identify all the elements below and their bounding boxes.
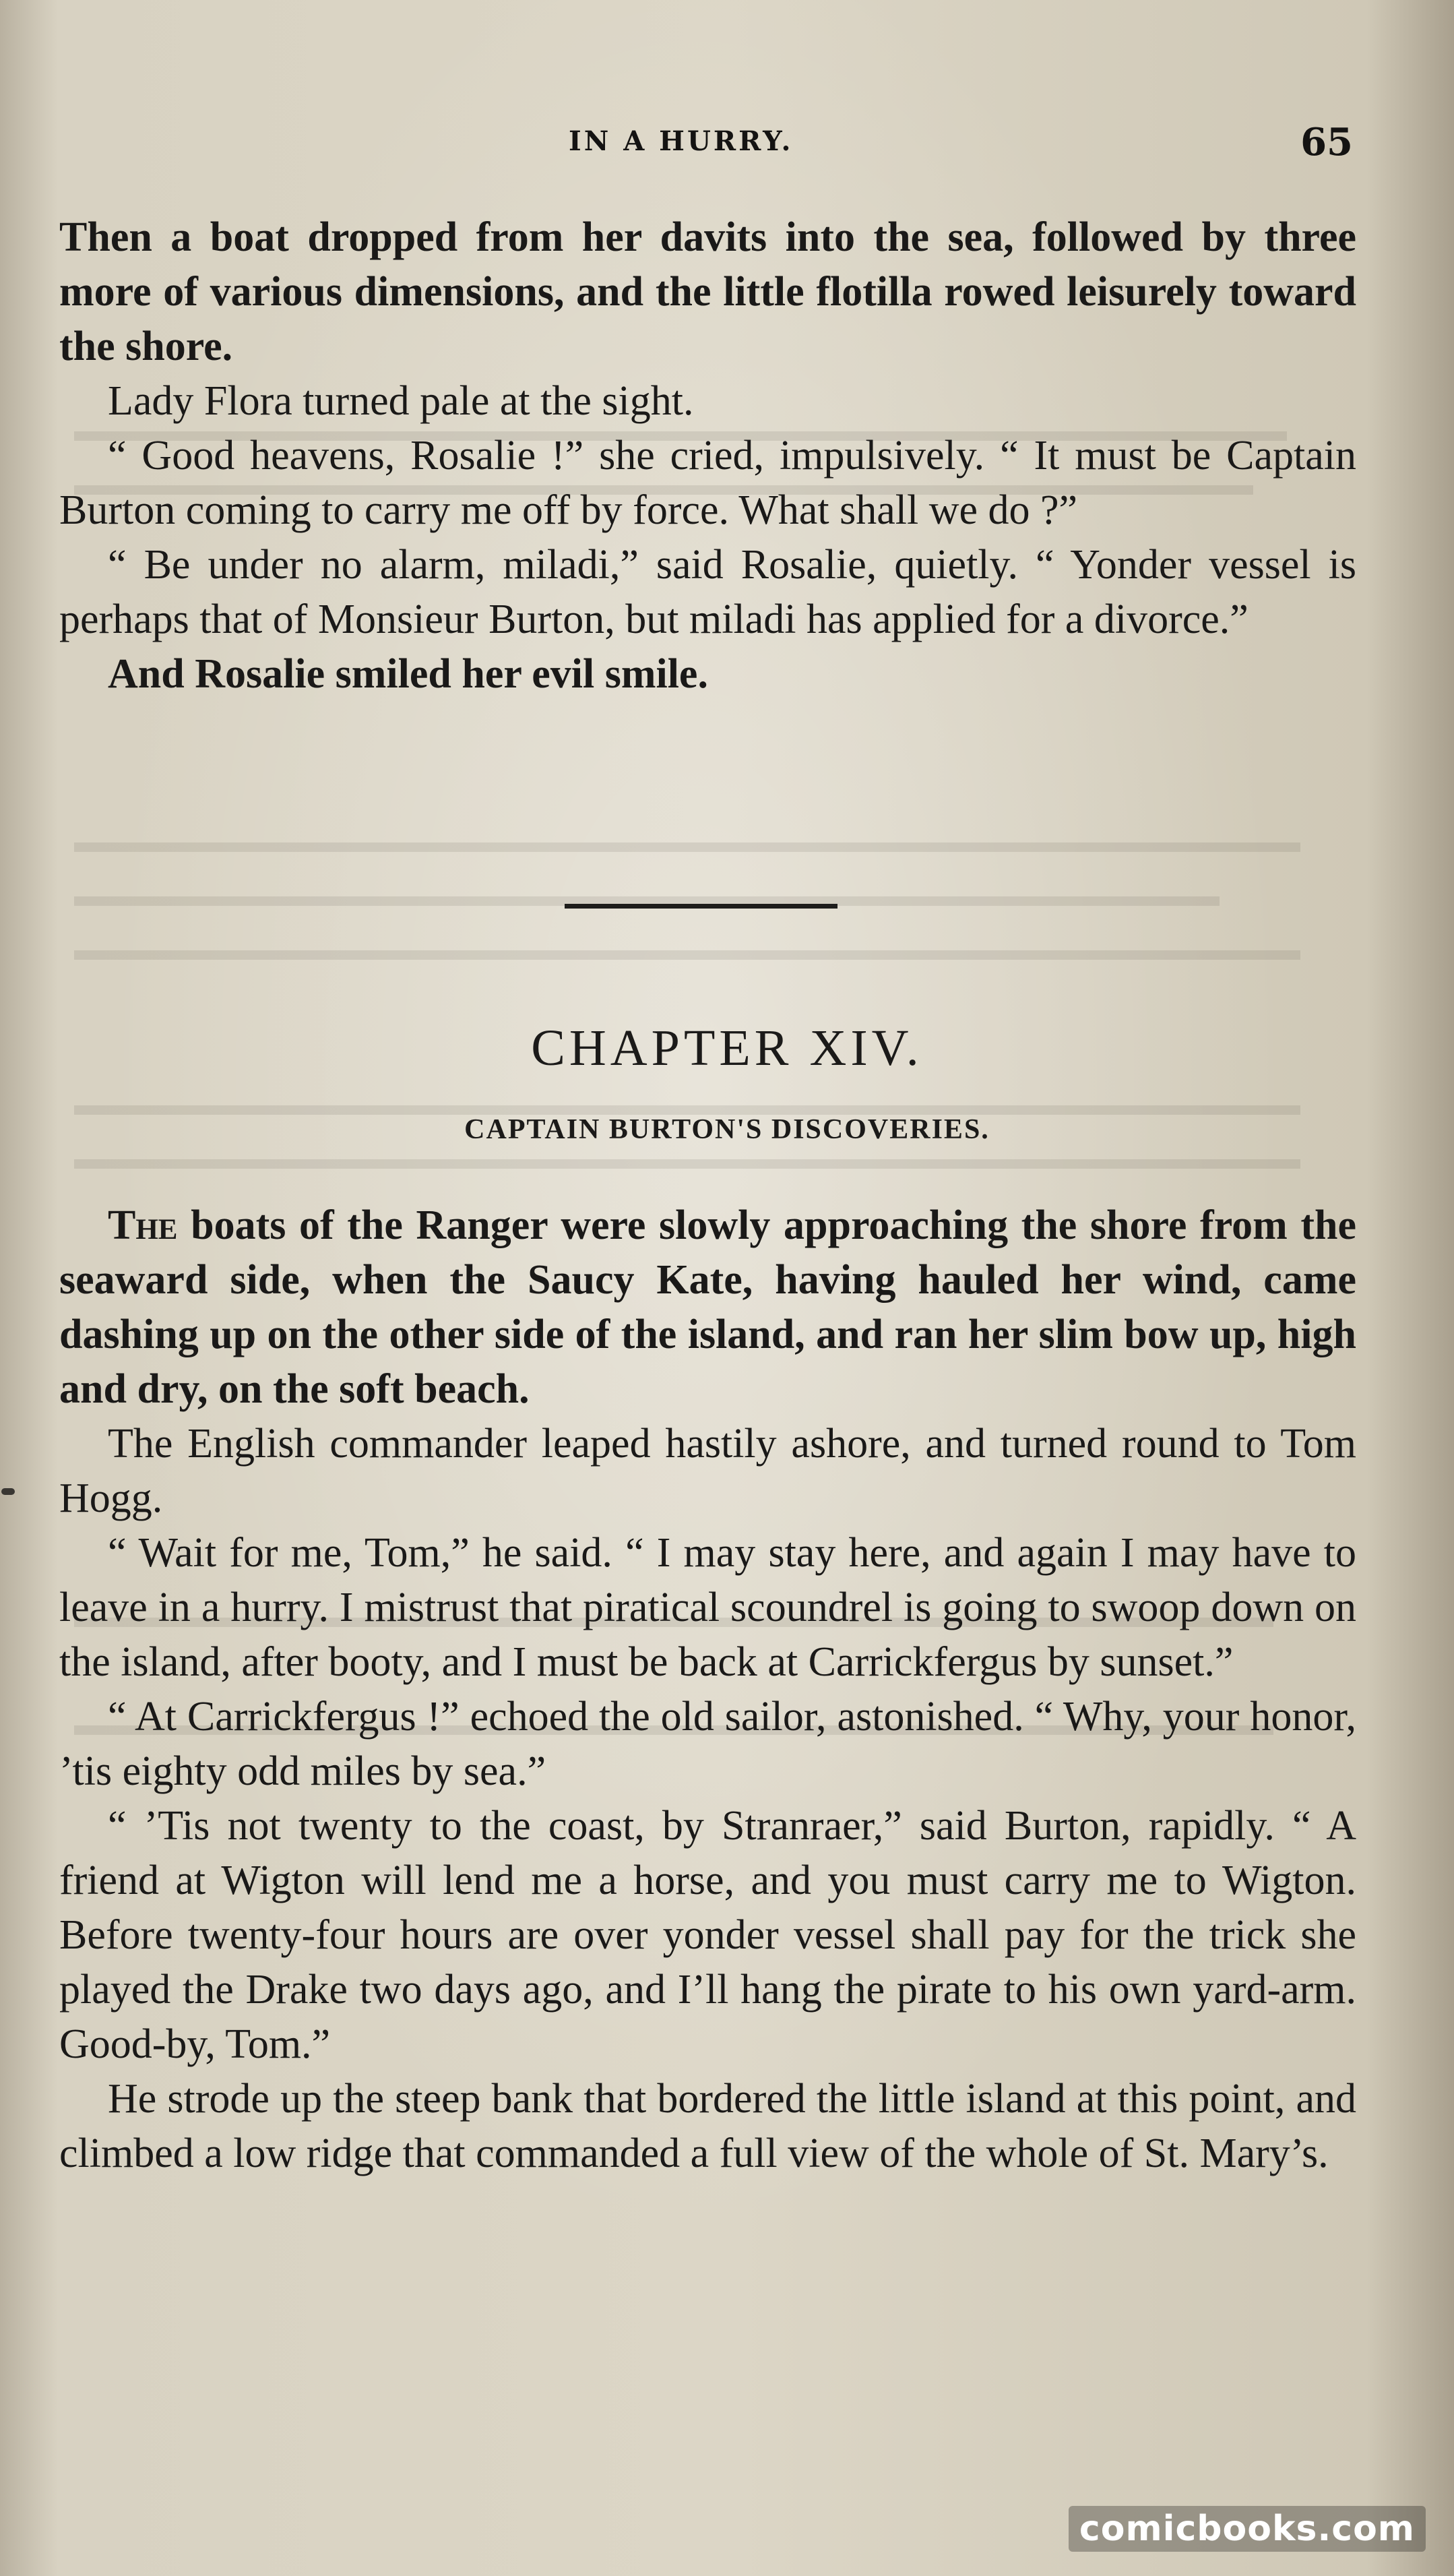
opening-paragraph (59, 1198, 1356, 1417)
margin-mark (1, 1488, 15, 1495)
watermark: comicbooks.com (1069, 2506, 1426, 2552)
paragraph: He strode up the steep bank that bordered the little island at this point, and climbed a low ridge that commanded a full view of the whole of St. Mary’s. (59, 2076, 1356, 2176)
chapter-title: CHAPTER XIV. (531, 1020, 923, 1076)
paragraph: “ At Carrickfergus !” echoed the old sailor, astonished. “ Why, your honor, ’tis eighty odd miles by sea.” (59, 1694, 1356, 1794)
paragraph: “ Be under no alarm, miladi,” said Rosalie, quietly. “ Yonder vessel is perhaps that of Monsieur Burton, but miladi has applied for a divorce.” (59, 542, 1356, 642)
chapter-body-text (59, 1198, 1356, 2181)
paragraph: “ Good heavens, Rosalie !” she cried, impulsively. “ It must be Captain Burton coming to carry me off by force. What shall we do ?” (59, 433, 1356, 533)
paragraph: “ ’Tis not twenty to the coast, by Stranraer,” said Burton, rapidly. “ A friend at Wigton will lend me a horse, and you must carry me to Wigton. Before twenty-four hours are over yonder vessel shall pay for the trick she played the Drake two days ago, and I’ll hang the pirate to his own yard-arm. Good-by, Tom.” (59, 1803, 1356, 2067)
paragraph: Then a boat dropped from her davits into the sea, followed by three more of various dimensions, and the little flotilla rowed leisurely toward the shore. (59, 214, 1356, 369)
page-number: 65 (1300, 120, 1353, 164)
chapter-end-text (59, 210, 1356, 702)
section-divider (565, 904, 837, 909)
page-header (0, 120, 1454, 167)
paragraph: And Rosalie smiled her evil smile. (108, 651, 708, 697)
paragraph: The English commander leaped hastily ashore, and turned round to Tom Hogg. (59, 1421, 1356, 1521)
chapter-subtitle: CAPTAIN BURTON'S DISCOVERIES. (464, 1114, 990, 1145)
opening-paragraph-text: boats of the Ranger were slowly approaching the shore from the seaward side, when the Saucy Kate, having hauled her wind, came dashing up on the other side of the island, and ran her slim bow up, high and dry, on the soft beach. (59, 1202, 1356, 1412)
running-head: IN A HURRY. (569, 125, 794, 157)
paragraph: Lady Flora turned pale at the sight. (108, 378, 694, 424)
opening-word: The (108, 1202, 178, 1248)
paragraph: “ Wait for me, Tom,” he said. “ I may stay here, and again I may have to leave in a hurry. I mistrust that piratical scoundrel is going to swoop down on the island, after booty, and I must be back at Carrickfergus by sunset.” (59, 1530, 1356, 1685)
